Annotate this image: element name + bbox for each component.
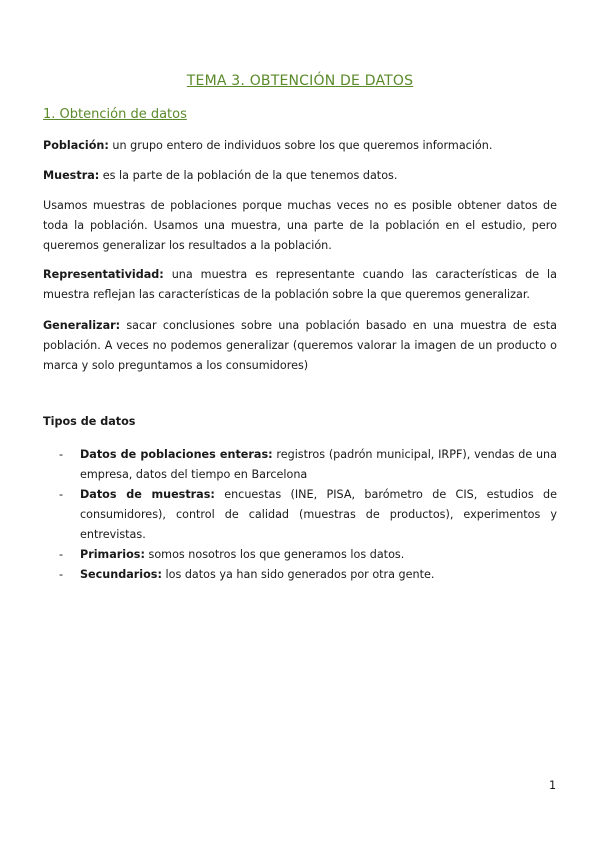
- list-item: [43, 445, 557, 485]
- list-item: [43, 545, 557, 565]
- section-heading: 1. Obtención de datos: [43, 107, 187, 122]
- term-muestra: Muestra:: [43, 169, 100, 182]
- term-representatividad: Representatividad:: [43, 268, 164, 281]
- list-item: [43, 565, 557, 585]
- term-poblacion: Población:: [43, 139, 109, 152]
- list-bullet: -: [59, 488, 64, 501]
- definition-text: sacar conclusiones sobre una población basado en una muestra de esta población. A veces no podemos generalizar (queremos valorar la imagen de un producto o marca y solo preguntamos a los consumidores): [43, 319, 557, 372]
- document-title: TEMA 3. OBTENCIÓN DE DATOS: [186, 73, 414, 89]
- list-item-text: registros (padrón municipal, IRPF), vendas de una empresa, datos del tiempo en Barcelona: [80, 448, 558, 481]
- definition-poblacion: [43, 136, 557, 156]
- list-item-term: Datos de poblaciones enteras:: [80, 448, 273, 461]
- term-generalizar: Generalizar:: [43, 319, 121, 332]
- list-item: [43, 485, 557, 545]
- definition-representatividad: [43, 265, 557, 305]
- definition-generalizar: [43, 316, 557, 376]
- paragraph-usamos: Usamos muestras de poblaciones porque muchas veces no es posible obtener datos de toda la población. Usamos una muestra, una parte de la población en el estudio, pero queremos generalizar los resultados a la población.: [43, 199, 557, 252]
- list-item-text: somos nosotros los que generamos los datos.: [144, 548, 405, 561]
- definition-text: un grupo entero de individuos sobre los que queremos información.: [108, 139, 493, 152]
- tipos-list: [43, 445, 557, 585]
- list-item-term: Datos de muestras:: [80, 488, 215, 501]
- list-item-text: los datos ya han sido generados por otra gente.: [161, 568, 435, 581]
- list-bullet: -: [59, 548, 64, 561]
- list-bullet: -: [59, 568, 64, 581]
- list-item-term: Primarios:: [80, 548, 145, 561]
- list-bullet: -: [59, 448, 64, 461]
- tipos-heading: Tipos de datos: [43, 415, 136, 428]
- definition-text: es la parte de la población de la que tenemos datos.: [99, 169, 398, 182]
- list-item-term: Secundarios:: [80, 568, 162, 581]
- page-number: 1: [549, 779, 557, 792]
- definition-text: una muestra es representante cuando las características de la muestra reflejan las características de la población sobre la que queremos generalizar.: [43, 268, 557, 301]
- list-item-text: encuestas (INE, PISA, barómetro de CIS, estudios de consumidores), control de calidad (muestras de productos), experimentos y entrevistas.: [80, 488, 557, 541]
- definition-muestra: [43, 166, 557, 186]
